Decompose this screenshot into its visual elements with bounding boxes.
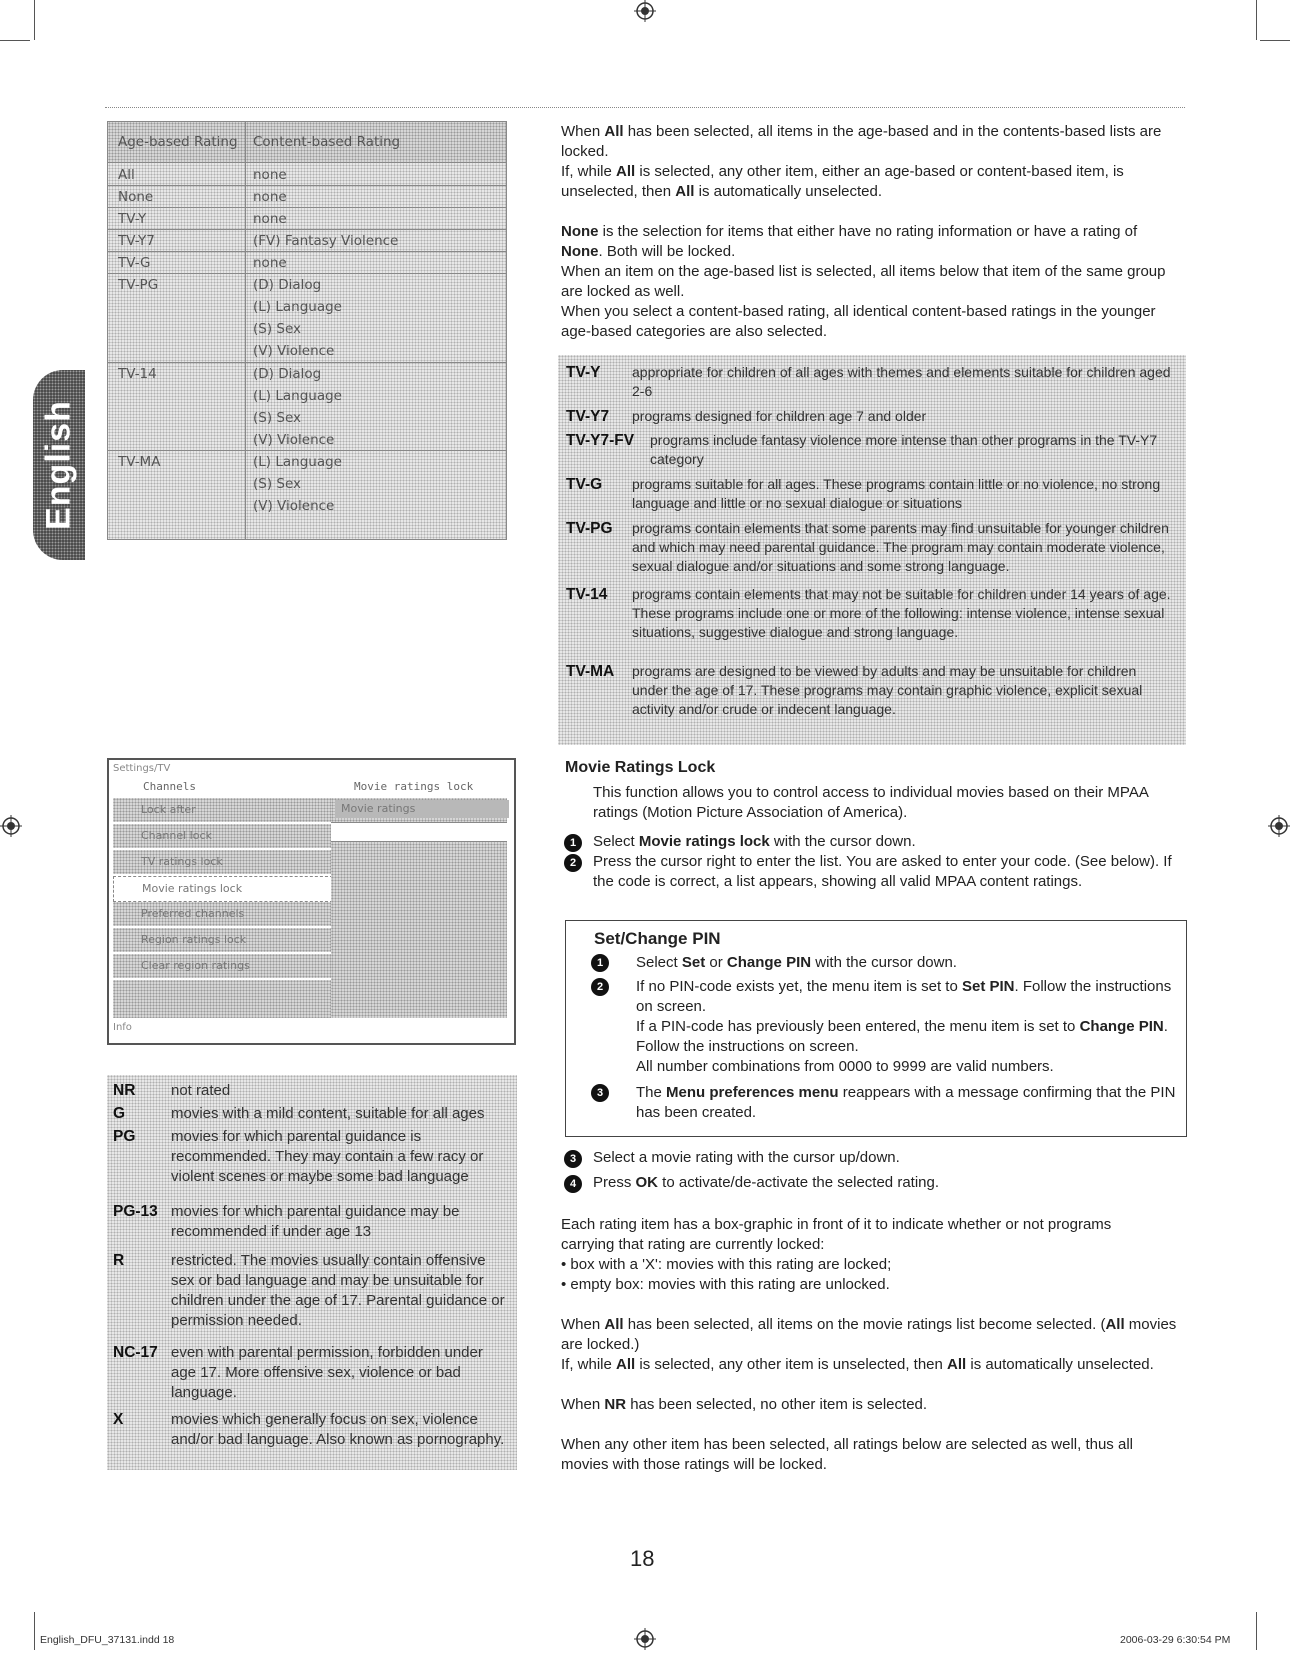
definition-key: G bbox=[113, 1105, 126, 1122]
definition-text: programs suitable for all ages. These programs contain little or no violence, no strong language and little or no sexual dialogue or situations bbox=[632, 476, 1161, 511]
definition-key: PG bbox=[113, 1128, 136, 1145]
table-row-content: (V) Violence bbox=[253, 498, 335, 514]
table-row-content: (L) Language bbox=[253, 388, 342, 404]
table-row-content: (S) Sex bbox=[253, 410, 302, 426]
table-rule bbox=[108, 251, 506, 252]
settings-menu-screenshot bbox=[107, 758, 516, 1045]
bullet-2: • empty box: movies with this rating are unlocked. bbox=[561, 1276, 890, 1293]
definition-text: not rated bbox=[171, 1082, 231, 1099]
footer-timestamp: 2006-03-29 6:30:54 PM bbox=[1120, 1634, 1231, 1646]
definition-text: movies for which parental guidance may be recommended if under age 13 bbox=[171, 1203, 460, 1240]
step-4: Press OK to activate/de-activate the selected rating. bbox=[593, 1174, 940, 1191]
definition-text: programs contain elements that some parents may find unsuitable for younger children and which may need parental guidance. The program may contain moderate violence, sexual dialogue and/or situations and some strong language. bbox=[632, 520, 1169, 574]
definition-key: PG-13 bbox=[113, 1203, 158, 1220]
step-1: Select Movie ratings lock with the cursor down. bbox=[593, 833, 916, 850]
table-row-age: TV-MA bbox=[118, 454, 161, 470]
menu-item-selected[interactable] bbox=[113, 876, 333, 902]
crop-mark bbox=[0, 40, 30, 41]
menu-filler bbox=[113, 980, 331, 1018]
table-row-content: (FV) Fantasy Violence bbox=[253, 233, 399, 249]
movie-ratings-definitions bbox=[107, 1075, 517, 1470]
step-number-icon: 3 bbox=[591, 1084, 609, 1102]
registration-mark-icon bbox=[0, 815, 22, 837]
definition-text: movies which generally focus on sex, violence and/or bad language. Also known as pornography. bbox=[171, 1411, 505, 1448]
menu-item-label: TV ratings lock bbox=[141, 855, 223, 868]
table-row-age: TV-Y7 bbox=[118, 233, 155, 249]
menu-list bbox=[113, 798, 331, 1018]
step-number-icon: 2 bbox=[591, 978, 609, 996]
crop-mark bbox=[34, 0, 35, 40]
menu-item[interactable] bbox=[113, 824, 331, 850]
table-row-content: (V) Violence bbox=[253, 432, 335, 448]
page-number: 18 bbox=[630, 1546, 655, 1571]
intro-p2: If, while All is selected, any other item, either an age-based or content-based item, is unselected, then All is automatically unselected. bbox=[561, 163, 1124, 200]
menu-title-left: Channels bbox=[143, 780, 196, 793]
header-age: Age-based Rating bbox=[118, 134, 238, 150]
definition-key: R bbox=[113, 1252, 125, 1269]
definition-key: NR bbox=[113, 1082, 136, 1099]
language-tab-label: English bbox=[39, 400, 78, 530]
registration-mark-icon bbox=[634, 1628, 656, 1650]
pin-step-2c: All number combinations from 0000 to 9999 are valid numbers. bbox=[636, 1058, 1054, 1075]
section-description: This function allows you to control access to individual movies based on their MPAA ratings (Motion Picture Association of America). bbox=[593, 784, 1148, 821]
definition-text: programs are designed to be viewed by adults and may be unsuitable for children under the age of 17. These programs may contain graphic violence, explicit sexual activity and/or crude or indecent language. bbox=[632, 663, 1143, 717]
table-row-content: (D) Dialog bbox=[253, 366, 322, 382]
table-rule bbox=[108, 207, 506, 208]
table-row-age: TV-G bbox=[118, 255, 151, 271]
definition-key: TV-MA bbox=[566, 663, 615, 680]
tv-ratings-definitions bbox=[558, 355, 1186, 745]
intro-p4: When an item on the age-based list is selected, all items below that item of the same group are locked as well. bbox=[561, 263, 1166, 300]
definition-text: appropriate for children of all ages with themes and elements suitable for children aged 2-6 bbox=[632, 364, 1171, 399]
language-tab bbox=[33, 370, 85, 560]
bullet-1: • box with a 'X': movies with this rating are locked; bbox=[561, 1256, 892, 1273]
step-number-icon: 4 bbox=[564, 1175, 582, 1193]
table-rule bbox=[108, 185, 506, 186]
menu-item-label: Channel lock bbox=[141, 829, 212, 842]
table-row-content: none bbox=[253, 189, 287, 205]
menu-item-label: Lock after bbox=[141, 803, 196, 816]
registration-mark-icon bbox=[1268, 815, 1290, 837]
definition-text: movies with a mild content, suitable for all ages bbox=[171, 1105, 485, 1122]
body-p1: Each rating item has a box-graphic in front of it to indicate whether or not programs carrying that rating are currently locked: bbox=[561, 1216, 1112, 1253]
submenu-item[interactable]: Movie ratings bbox=[335, 800, 509, 818]
table-row-content: (S) Sex bbox=[253, 321, 302, 337]
submenu-highlight bbox=[331, 822, 507, 842]
table-row-age: TV-PG bbox=[118, 277, 159, 293]
step-3: Select a movie rating with the cursor up/down. bbox=[593, 1149, 900, 1166]
definition-text: even with parental permission, forbidden under age 17. More offensive sex, violence or bad language. bbox=[171, 1344, 483, 1401]
table-row-content: (L) Language bbox=[253, 454, 342, 470]
definition-text: movies for which parental guidance is recommended. They may contain a few racy or violent scenes or maybe some bad language bbox=[171, 1128, 484, 1185]
definition-text: programs include fantasy violence more intense than other programs in the TV-Y7 category bbox=[650, 432, 1158, 467]
pin-step-2b: If a PIN-code has previously been entered, the menu item is set to Change PIN. Follow the instructions on screen. bbox=[636, 1018, 1168, 1055]
pin-step-1: Select Set or Change PIN with the cursor down. bbox=[636, 954, 957, 971]
table-rule bbox=[108, 450, 506, 451]
table-row-age: None bbox=[118, 189, 154, 205]
menu-item[interactable] bbox=[113, 850, 331, 876]
definition-key: TV-14 bbox=[566, 586, 608, 603]
table-row-age: TV-Y bbox=[118, 211, 147, 227]
intro-p5: When you select a content-based rating, all identical content-based ratings in the younger age-based categories are also selected. bbox=[561, 303, 1156, 340]
header-rule bbox=[105, 107, 1185, 108]
definition-key: TV-PG bbox=[566, 520, 613, 537]
menu-item[interactable] bbox=[113, 928, 331, 954]
table-rule bbox=[108, 229, 506, 230]
breadcrumb: Settings/TV bbox=[113, 763, 171, 774]
registration-mark-icon bbox=[634, 0, 656, 22]
menu-item[interactable] bbox=[113, 902, 331, 928]
definition-key: TV-G bbox=[566, 476, 603, 493]
header-content: Content-based Rating bbox=[253, 134, 401, 150]
footer-file: English_DFU_37131.indd 18 bbox=[40, 1634, 175, 1646]
set-change-pin-box bbox=[565, 920, 1187, 1137]
menu-item-label: Preferred channels bbox=[141, 907, 245, 920]
table-row-age: TV-14 bbox=[118, 366, 157, 382]
definition-key: X bbox=[113, 1411, 124, 1428]
crop-mark bbox=[1256, 0, 1257, 40]
menu-item[interactable] bbox=[113, 954, 331, 980]
table-row-age: All bbox=[118, 167, 135, 183]
rating-table bbox=[107, 121, 507, 540]
definition-key: NC-17 bbox=[113, 1344, 158, 1361]
menu-item[interactable] bbox=[113, 798, 331, 824]
table-rule bbox=[108, 273, 506, 274]
menu-item-label: Movie ratings lock bbox=[142, 882, 243, 895]
definition-text: programs designed for children age 7 and older bbox=[632, 408, 927, 424]
table-row-content: (S) Sex bbox=[253, 476, 302, 492]
table-row-content: none bbox=[253, 167, 287, 183]
table-row-content: (D) Dialog bbox=[253, 277, 322, 293]
body-p5: When any other item has been selected, all ratings below are selected as well, thus all movies with those ratings will be locked. bbox=[561, 1436, 1133, 1473]
pin-title: Set/Change PIN bbox=[594, 929, 721, 948]
table-row-content: (V) Violence bbox=[253, 343, 335, 359]
step-2: Press the cursor right to enter the list. You are asked to enter your code. (See below). If the code is correct, a list appears, showing all valid MPAA content ratings. bbox=[593, 853, 1172, 890]
section-title: Movie Ratings Lock bbox=[565, 759, 716, 776]
menu-item-label: Clear region ratings bbox=[141, 959, 250, 972]
body-p3: If, while All is selected, any other item is unselected, then All is automatically unselected. bbox=[561, 1356, 1154, 1373]
menu-title-right: Movie ratings lock bbox=[354, 780, 474, 793]
definition-key: TV-Y7 bbox=[566, 408, 610, 425]
table-row-content: (L) Language bbox=[253, 299, 342, 315]
step-number-icon: 1 bbox=[591, 954, 609, 972]
step-number-icon: 1 bbox=[564, 834, 582, 852]
pin-step-2a: If no PIN-code exists yet, the menu item is set to Set PIN. Follow the instructions on screen. bbox=[636, 978, 1172, 1015]
crop-mark bbox=[1256, 1612, 1257, 1650]
body-p2: When All has been selected, all items on the movie ratings list become selected. (All movies are locked.) bbox=[561, 1316, 1177, 1353]
info-label: Info bbox=[113, 1022, 132, 1033]
definition-key: TV-Y7-FV bbox=[566, 432, 635, 449]
menu-item-label: Region ratings lock bbox=[141, 933, 247, 946]
crop-mark bbox=[34, 1612, 35, 1650]
table-row-content: none bbox=[253, 255, 287, 271]
submenu-panel bbox=[331, 798, 507, 1018]
crop-mark bbox=[1260, 40, 1290, 41]
step-number-icon: 3 bbox=[564, 1150, 582, 1168]
table-row-content: none bbox=[253, 211, 287, 227]
definition-text: programs contain elements that may not be suitable for children under 14 years of age. These programs include one or more of the following: intense violence, intense sexual situations, suggestive dialogue and strong language. bbox=[632, 586, 1171, 640]
definition-key: TV-Y bbox=[566, 364, 601, 381]
step-number-icon: 2 bbox=[564, 854, 582, 872]
intro-p3: None is the selection for items that either have no rating information or have a rating of None. Both will be locked. bbox=[561, 223, 1138, 260]
definition-text: restricted. The movies usually contain offensive sex or bad language and may be unsuitable for children under the age of 17. Parental guidance or permission needed. bbox=[171, 1252, 505, 1329]
table-rule bbox=[108, 362, 506, 363]
pin-step-3: The Menu preferences menu reappears with a message confirming that the PIN has been created. bbox=[636, 1084, 1176, 1121]
body-p4: When NR has been selected, no other item is selected. bbox=[561, 1396, 928, 1413]
intro-p1: When All has been selected, all items in the age-based and in the contents-based lists are locked. bbox=[561, 123, 1162, 160]
